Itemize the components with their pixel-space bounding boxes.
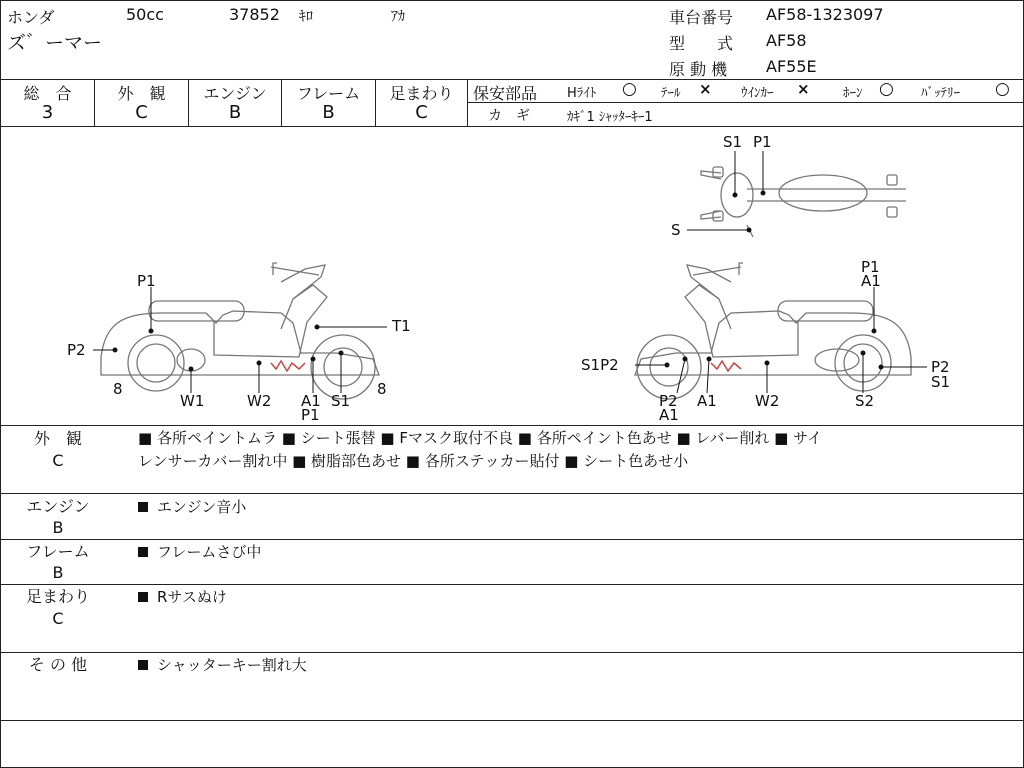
remarks-frame-label: フレーム [26,542,90,561]
damage-scratch-right [711,361,741,371]
grade-exterior-value: C [135,102,148,123]
label-8-right: 8 [377,380,387,398]
label-8-left: 8 [113,380,123,398]
battery-status: ○ [995,79,1010,99]
label-a1-left: A1 [301,392,321,410]
remarks-engine-line-1 [138,496,246,519]
label-s1p2: S1P2 [581,356,619,374]
label-a1-right-mid: A1 [697,392,717,410]
marker-lines [93,151,927,393]
battery-label: ﾊﾞｯﾃﾘｰ [921,86,960,101]
winker-label: ｳｲﾝｶｰ [741,86,774,101]
type-value: AF58 [766,31,807,50]
grade-frame-label: フレーム [296,84,361,103]
remarks-suspension-text: Rサスぬけ [157,588,227,606]
body-color: ｱｶ [391,9,405,25]
label-p1-left: P1 [137,272,156,290]
label-s1-left: S1 [331,392,351,410]
remarks-exterior-grade: C [52,451,64,470]
divider [1,720,1023,721]
key-value: ｶｷﾞ1 ｼｬｯﾀｰｷｰ1 [567,110,653,125]
scooter-top-drawing [701,167,906,237]
label-s1-far-right: S1 [931,373,951,391]
bullet-square-icon [138,592,148,602]
damage-scratch-left [271,361,305,371]
label-w1: W1 [180,392,205,410]
grade-overall-value: 3 [41,102,54,123]
divider [1,493,1023,494]
grade-suspension-label: 足まわり [389,84,454,103]
remarks-suspension-line-1 [138,586,227,609]
displacement: 50cc [126,5,164,24]
winker-status: × [797,80,810,98]
remarks-exterior-label: 外 観 [33,429,82,448]
bullet-square-icon [138,547,148,557]
remarks-frame-grade: B [52,563,64,582]
grade-frame-value: B [322,102,335,123]
engine-label: 原 動 機 [669,60,728,79]
label-w2-left: W2 [247,392,272,410]
bullet-square-icon [138,502,148,512]
bullet-square-icon [138,660,148,670]
scooter-diagram [1,127,1023,424]
label-a1-right-lower: A1 [659,406,679,424]
horn-label: ﾎｰﾝ [843,86,863,101]
label-t1: T1 [392,317,411,335]
grade-engine-value: B [228,102,242,123]
remarks-suspension-grade: C [52,609,64,628]
divider [1,652,1023,653]
divider [1,425,1023,426]
divider [1,584,1023,585]
divider [1,79,1023,80]
frame-no: AF58-1323097 [766,5,884,24]
model-name: ズ゛ーマー [7,32,103,54]
label-s1-top: S1 [723,133,743,151]
remarks-exterior-line-2: レンサーカバー割れ中 ■ 樹脂部色あせ ■ 各所ステッカー貼付 ■ シート色あせ小 [138,452,689,470]
remarks-other-label: そ の 他 [28,655,88,674]
horn-status: ○ [879,79,894,99]
headlight-label: Hﾗｲﾄ [567,86,597,101]
label-w2-right: W2 [755,392,780,410]
remarks-engine-label: エンジン [26,497,90,516]
label-a1-right: A1 [861,272,881,290]
maker: ホンダ [7,8,55,27]
label-p2-far-right: P2 [931,358,950,376]
tail-label: ﾃｰﾙ [661,86,681,101]
mileage-unit: ｷﾛ [299,9,313,25]
engine-value: AF55E [766,57,817,76]
frame-no-label: 車台番号 [669,8,734,27]
headlight-status: ○ [622,79,637,99]
mileage: 37852 [229,5,280,24]
remarks-suspension-label: 足まわり [25,587,90,606]
divider [467,102,1023,103]
label-p2-left: P2 [67,341,86,359]
label-p2-right: P2 [659,392,678,410]
type-label: 型 式 [669,34,734,53]
grade-suspension-value: C [415,102,428,123]
remarks-frame-text: フレームさび中 [157,543,262,561]
grade-engine-label: エンジン [203,84,267,103]
safety-label: 保安部品 [473,84,538,103]
tail-status: × [699,80,712,98]
key-label: カ ギ [488,108,530,124]
remarks-exterior-line-1: ■ 各所ペイントムラ ■ シート張替 ■ Fマスク取付不良 ■ 各所ペイント色あせ ■ レバー削れ ■ サイ [138,429,823,447]
remarks-engine-text: エンジン音小 [157,498,247,516]
label-p1-right: P1 [861,258,880,276]
divider [1,539,1023,540]
label-s2: S2 [855,392,875,410]
remarks-other-line-1 [138,654,307,677]
grade-exterior-label: 外 観 [117,84,166,103]
remarks-frame-line-1 [138,541,261,564]
remarks-engine-grade: B [52,518,64,537]
label-s-top: S [671,221,681,239]
grade-overall-label: 総 合 [23,84,72,103]
remarks-other-text: シャッターキー割れ大 [157,656,307,674]
label-p1-left-lower: P1 [301,406,320,424]
label-p1-top: P1 [753,133,772,151]
